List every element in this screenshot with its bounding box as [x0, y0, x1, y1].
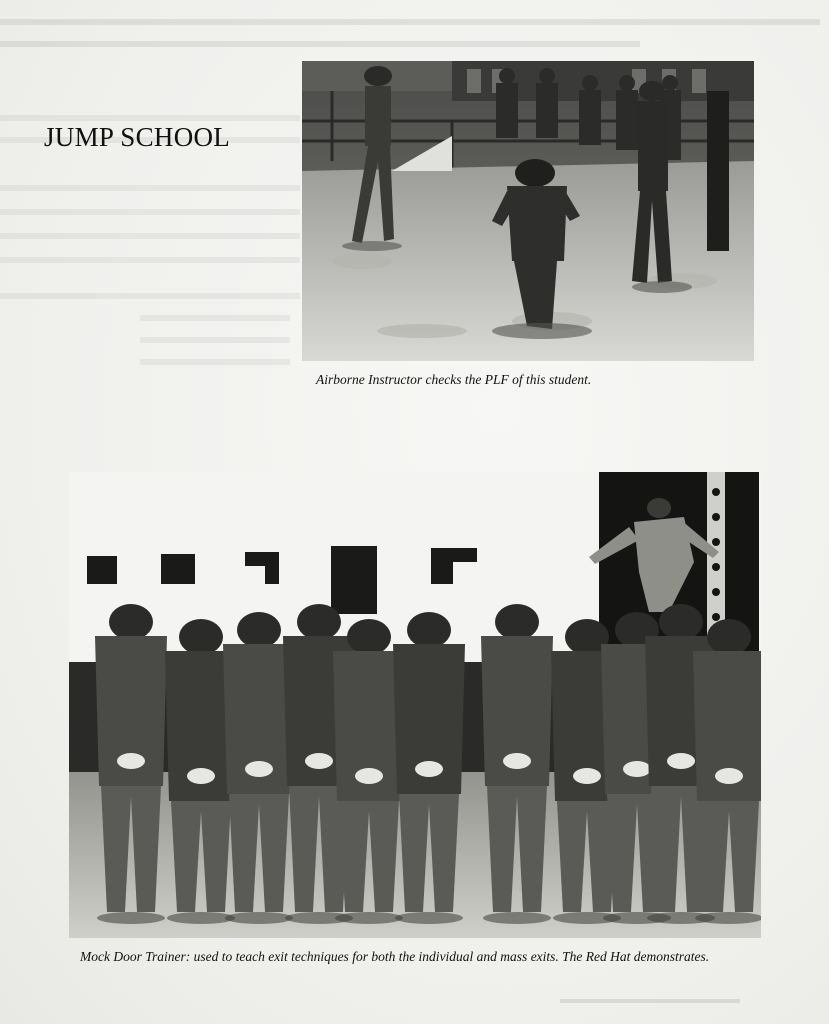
photo-mock-door-trainer-caption: Mock Door Trainer: used to teach exit techniques for both the individual and mass exits. The Red Hat demonstrates.: [80, 949, 710, 964]
photo-plf-check: [302, 61, 754, 361]
bleed-through-footer-line: [560, 996, 760, 1006]
photo-mock-door-trainer: [69, 472, 761, 938]
bleed-through-footer: [560, 996, 760, 1006]
bleed-through-texture: [0, 8, 829, 68]
page-title: JUMP SCHOOL: [44, 122, 231, 152]
photo-plf-check-image: [302, 61, 754, 361]
bleed-through-lines: [0, 8, 829, 68]
photo-mock-door-trainer-image: [69, 472, 761, 938]
photo-plf-check-caption: Airborne Instructor checks the PLF of this student.: [316, 372, 592, 387]
